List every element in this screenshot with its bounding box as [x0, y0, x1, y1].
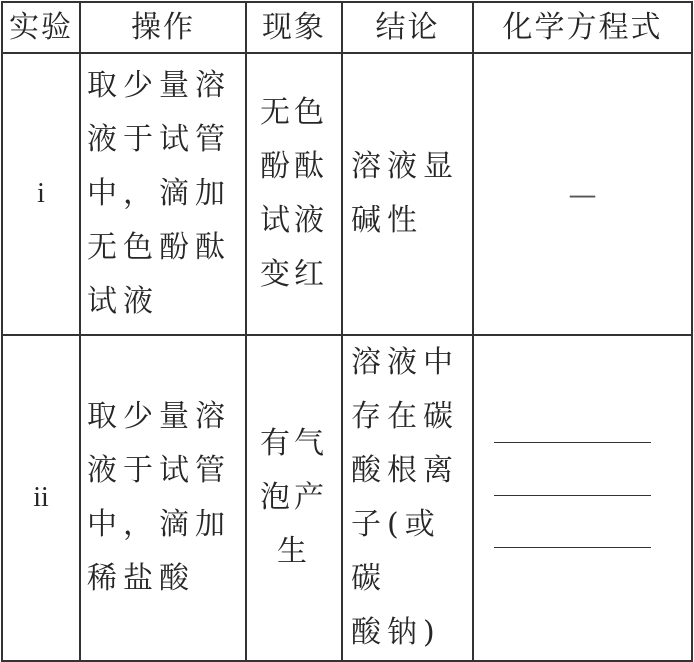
answer-blanks — [474, 336, 691, 660]
answer-blank-line[interactable] — [494, 495, 651, 496]
header-operation: 操作 — [80, 2, 246, 53]
header-conclusion: 结论 — [342, 2, 473, 53]
header-phenomenon: 现象 — [246, 2, 342, 53]
operation-cell: 取少量溶 液于试管 中，滴加 无色酚酞 试液 — [80, 53, 246, 335]
experiment-number: i — [2, 53, 80, 335]
answer-blank-line[interactable] — [494, 547, 651, 548]
experiment-table — [1, 1, 693, 662]
header-experiment: 实验 — [2, 2, 80, 53]
experiment-number: ii — [2, 335, 80, 661]
table-header-row — [2, 2, 692, 53]
phenomenon-cell: 有气 泡产 生 — [246, 335, 342, 661]
table-row — [2, 53, 692, 335]
equation-cell: — — [473, 53, 692, 335]
operation-cell: 取少量溶 液于试管 中，滴加 稀盐酸 — [80, 335, 246, 661]
equation-answer-cell — [473, 335, 692, 661]
conclusion-cell: 溶液中 存在碳 酸根离 子(或碳 酸钠) — [342, 335, 473, 661]
answer-blank-line[interactable] — [494, 442, 651, 443]
header-equation: 化学方程式 — [473, 2, 692, 53]
table-row — [2, 335, 692, 661]
phenomenon-cell: 无色 酚酞 试液 变红 — [246, 53, 342, 335]
conclusion-cell: 溶液显 碱性 — [342, 53, 473, 335]
